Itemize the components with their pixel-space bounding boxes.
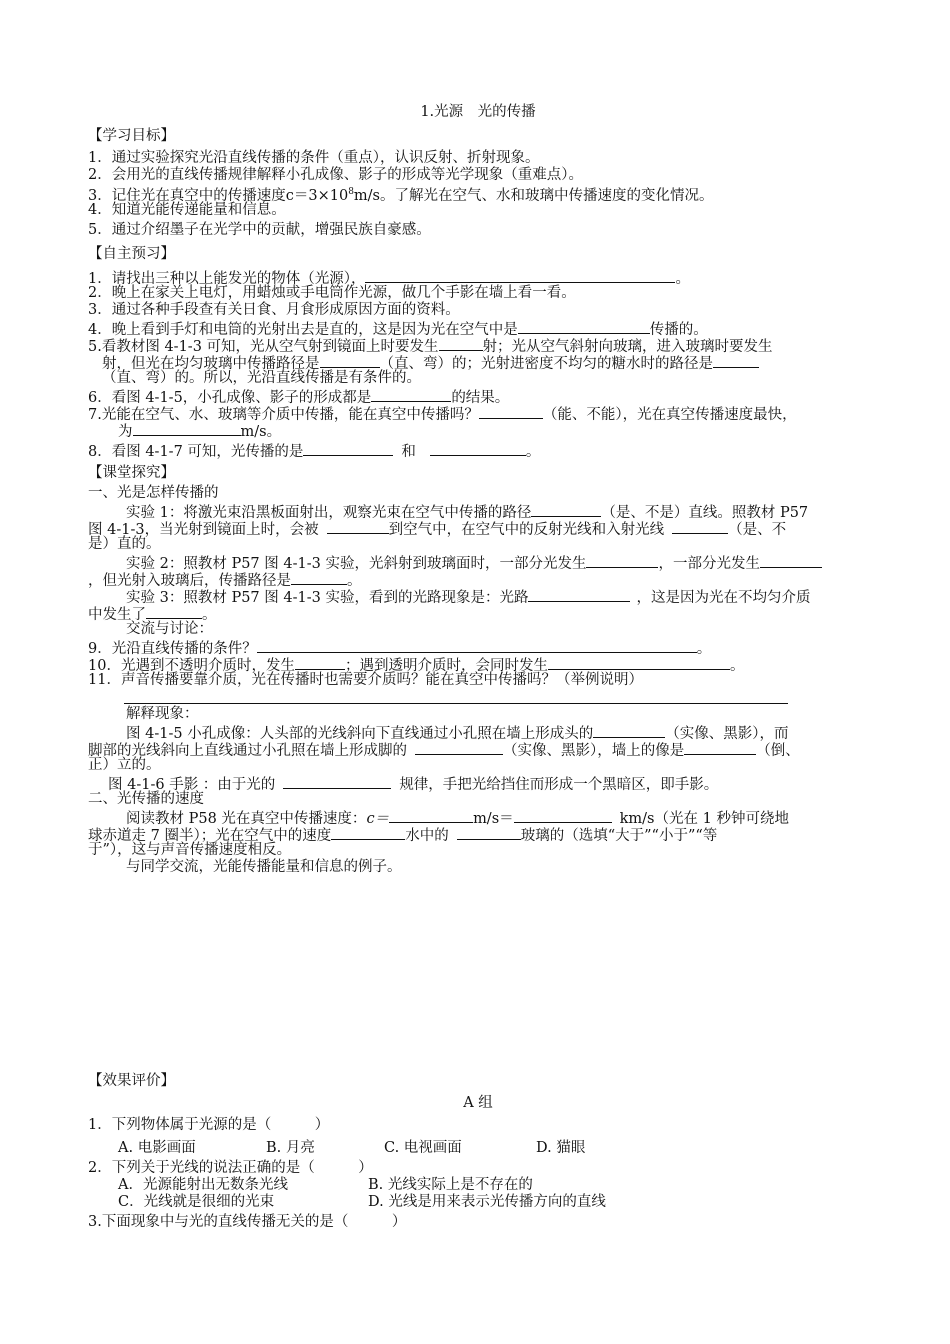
- preview-item: 2．晚上在家关上电灯，用蜡烛或手电筒作光源，做几个手影在墙上看一看。: [88, 285, 576, 301]
- goal-item: 5．通过介绍墨子在光学中的贡献，增强民族自豪感。: [88, 222, 431, 238]
- explore-text: 10．光遇到不透明介质时，发生: [88, 658, 295, 674]
- explore-text: 图 4-1-3，当光射到镜面上时，会被: [88, 522, 319, 538]
- speed-text: 与同学交流，光能传播能量和信息的例子。: [126, 859, 402, 875]
- explore-text: ，这是因为光在不均匀介质: [636, 590, 811, 606]
- answer-blank[interactable]: [593, 723, 665, 738]
- explore-text: c＝: [366, 811, 390, 827]
- section-heading-evaluation: 【效果评价】: [88, 1073, 175, 1089]
- explore-text: 图 4-1-6 手影 ：由于光的: [108, 777, 276, 793]
- section-heading-explore: 【课堂探究】: [88, 465, 175, 481]
- answer-blank[interactable]: [531, 502, 601, 517]
- section-heading-preview: 【自主预习】: [88, 246, 175, 262]
- preview-text: 。: [675, 271, 690, 287]
- answer-blank[interactable]: [439, 336, 483, 351]
- explore-text: 阅读教材 P58 光在真空中传播速度：: [126, 811, 367, 827]
- preview-text: 射；光从空气斜射向玻璃，进入玻璃时要发生: [482, 339, 773, 355]
- answer-blank[interactable]: [548, 655, 730, 670]
- mc-question: 1．下列物体属于光源的是（ ）: [88, 1117, 330, 1133]
- subsection-heading: 二、光传播的速度: [88, 791, 204, 807]
- speed-text: 于”），这与声音传播速度相反。: [88, 842, 292, 858]
- mc-option[interactable]: C. 电视画面: [384, 1140, 462, 1156]
- preview-item-cont: [118, 421, 281, 441]
- speed-exponent: 8: [348, 187, 354, 197]
- preview-text: 传播的。: [649, 322, 708, 338]
- group-label: A 组: [463, 1095, 493, 1111]
- experiment-text: 是）直的。: [88, 536, 161, 552]
- explore-text: （是、不: [728, 522, 787, 538]
- preview-text: 4．晚上看到手灯和电筒的光射出去是直的，这是因为光在空气中是: [88, 322, 518, 338]
- goal-item: 1．通过实验探究光沿直线传播的条件（重点），认识反射、折射现象。: [88, 150, 540, 166]
- answer-blank[interactable]: [518, 319, 650, 334]
- explore-text: 水中的: [405, 828, 449, 844]
- answer-blank[interactable]: [146, 604, 202, 619]
- experiment-text: [126, 587, 810, 607]
- explore-text: 到空气中，在空气中的反射光线和入射光线: [388, 522, 665, 538]
- mc-question: 3.下面现象中与光的直线传播无关的是（ ）: [88, 1214, 407, 1230]
- explain-text: [88, 740, 800, 760]
- explore-text: 球赤道走 7 圈半）；光在空气中的速度: [88, 828, 332, 844]
- answer-blank[interactable]: [479, 404, 543, 419]
- answer-blank[interactable]: [371, 387, 451, 402]
- explore-text: 规律，手把光给挡住而形成一个黑暗区，即手影。: [399, 777, 719, 793]
- explore-text: m/s＝: [473, 811, 514, 827]
- answer-blank[interactable]: [586, 553, 658, 568]
- mc-question: 2．下列关于光线的说法正确的是（ ）: [88, 1160, 373, 1176]
- explore-text: （实像、黑影），而: [665, 726, 789, 742]
- preview-text: 和: [401, 444, 416, 460]
- explain-text: 正）立的。: [88, 757, 161, 773]
- page-title: 1.光源 光的传播: [420, 104, 536, 120]
- preview-text: m/s。: [240, 424, 282, 440]
- answer-blank[interactable]: [760, 553, 822, 568]
- explore-text: 实验 1：将激光束沿黑板面射出，观察光束在空气中传播的路径: [126, 505, 532, 521]
- mc-option[interactable]: D. 光线是用来表示光传播方向的直线: [368, 1194, 606, 1210]
- explore-text: km/s（光在 1 秒钟可绕地: [619, 811, 789, 827]
- explain-label: 解释现象：: [126, 706, 199, 722]
- explore-text: 脚部的光线斜向上直线通过小孔照在墙上形成脚的: [88, 743, 407, 759]
- answer-blank[interactable]: [415, 740, 503, 755]
- answer-blank[interactable]: [133, 421, 241, 436]
- answer-blank[interactable]: [283, 774, 391, 789]
- preview-text: 射，但光在均匀玻璃中传播路径是: [102, 356, 320, 372]
- mc-option[interactable]: A. 电影画面: [118, 1140, 196, 1156]
- explore-text: 实验 2：照教材 P57 图 4-1-3 实验，光斜射到玻璃面时，一部分光发生: [126, 556, 587, 572]
- goal-text-tail: m/s。了解光在空气、水和玻璃中传播速度的变化情况。: [353, 187, 714, 204]
- answer-blank[interactable]: [327, 519, 389, 534]
- goal-item: 4．知道光能传递能量和信息。: [88, 202, 286, 218]
- preview-item: [88, 441, 540, 461]
- preview-text: 7.光能在空气、水、玻璃等介质中传播，能在真空中传播吗？: [88, 407, 479, 423]
- mc-options-row: [118, 1140, 585, 1157]
- answer-blank[interactable]: [295, 655, 345, 670]
- discussion-label: 交流与讨论：: [126, 621, 213, 637]
- explore-text: 。: [347, 573, 362, 589]
- explore-text: 。: [729, 658, 745, 674]
- goal-item: 2．会用光的直线传播规律解释小孔成像、影子的形成等光学现象（重难点）。: [88, 167, 583, 183]
- answer-blank[interactable]: [331, 825, 405, 840]
- mc-options-row: [118, 1177, 533, 1194]
- answer-blank[interactable]: [457, 825, 521, 840]
- explore-text: （实像、黑影），墙上的像是: [503, 743, 685, 759]
- answer-line[interactable]: [124, 689, 788, 709]
- answer-blank[interactable]: [713, 353, 759, 368]
- preview-text: 5.看教材图 4-1-3 可知，光从空气射到镜面上时要发生: [88, 339, 439, 355]
- preview-text: 为: [118, 424, 133, 440]
- experiment-text: [88, 519, 786, 539]
- mc-option[interactable]: B. 光线实际上是不存在的: [368, 1177, 533, 1193]
- mc-option[interactable]: C．光线就是很细的光束: [118, 1194, 275, 1210]
- explore-text: 玻璃的（选填“大于”“小于”“等: [520, 828, 718, 844]
- preview-item-cont: （直、弯）的。所以，光沿直线传播是有条件的。: [102, 370, 421, 386]
- answer-blank[interactable]: [320, 353, 380, 368]
- explore-text: （倒、: [756, 743, 800, 759]
- explore-text: 9．光沿直线传播的条件？: [88, 641, 257, 657]
- answer-blank[interactable]: [257, 638, 697, 653]
- explore-text: 实验 3：照教材 P57 图 4-1-3 实验，看到的光路现象是：光路: [126, 590, 529, 606]
- goal-text: 3．记住光在真空中的传播速度: [88, 187, 286, 204]
- mc-option[interactable]: A．光源能射出无数条光线: [118, 1177, 288, 1193]
- answer-blank[interactable]: [365, 268, 675, 283]
- explore-text: 。: [696, 641, 712, 657]
- answer-blank[interactable]: [291, 570, 347, 585]
- explore-text: 中发生了: [88, 607, 146, 623]
- section-heading-goals: 【学习目标】: [88, 128, 175, 144]
- explore-text: 。: [202, 607, 217, 623]
- explore-text: ，但光射入玻璃后，传播路径是: [88, 573, 291, 589]
- answer-blank[interactable]: [672, 519, 728, 534]
- explore-text: ；遇到透明介质时，会同时发生: [344, 658, 548, 674]
- preview-text: 的结果。: [451, 390, 510, 406]
- answer-blank[interactable]: [303, 441, 393, 456]
- explore-text: 图 4-1-5 小孔成像：人头部的光线斜向下直线通过小孔照在墙上形成头的: [126, 726, 594, 742]
- preview-text: 1．请找出三种以上能发光的物体（光源），: [88, 271, 366, 287]
- preview-text: （能、不能），光在真空传播速度最快，: [542, 407, 797, 423]
- mc-option[interactable]: D. 猫眼: [536, 1140, 586, 1156]
- mc-option[interactable]: B. 月亮: [266, 1140, 315, 1156]
- answer-blank[interactable]: [684, 740, 756, 755]
- answer-blank[interactable]: [389, 808, 473, 823]
- answer-blank[interactable]: [528, 587, 630, 602]
- preview-text: （直、弯）的；光射进密度不均匀的糖水时的路径是: [379, 356, 713, 372]
- preview-text: 。: [525, 444, 541, 460]
- explore-text: （是、不是）直线。照教材 P57: [601, 505, 809, 521]
- subsection-heading: 一、光是怎样传播的: [88, 485, 219, 501]
- preview-text: 8．看图 4-1-7 可知，光传播的是: [88, 444, 304, 460]
- answer-blank[interactable]: [430, 441, 526, 456]
- preview-text: 6．看图 4-1-5，小孔成像、影子的形成都是: [88, 390, 372, 406]
- explore-text: ，一部分光发生: [658, 556, 760, 572]
- mc-options-row: [118, 1194, 606, 1211]
- speed-formula: c＝3×10: [285, 187, 349, 204]
- question-item: 11．声音传播要靠介质，光在传播时也需要介质吗？能在真空中传播吗？（举例说明）: [88, 672, 643, 688]
- preview-item: 3．通过各种手段查有关日食、月食形成原因方面的资料。: [88, 302, 460, 318]
- answer-blank[interactable]: [514, 808, 612, 823]
